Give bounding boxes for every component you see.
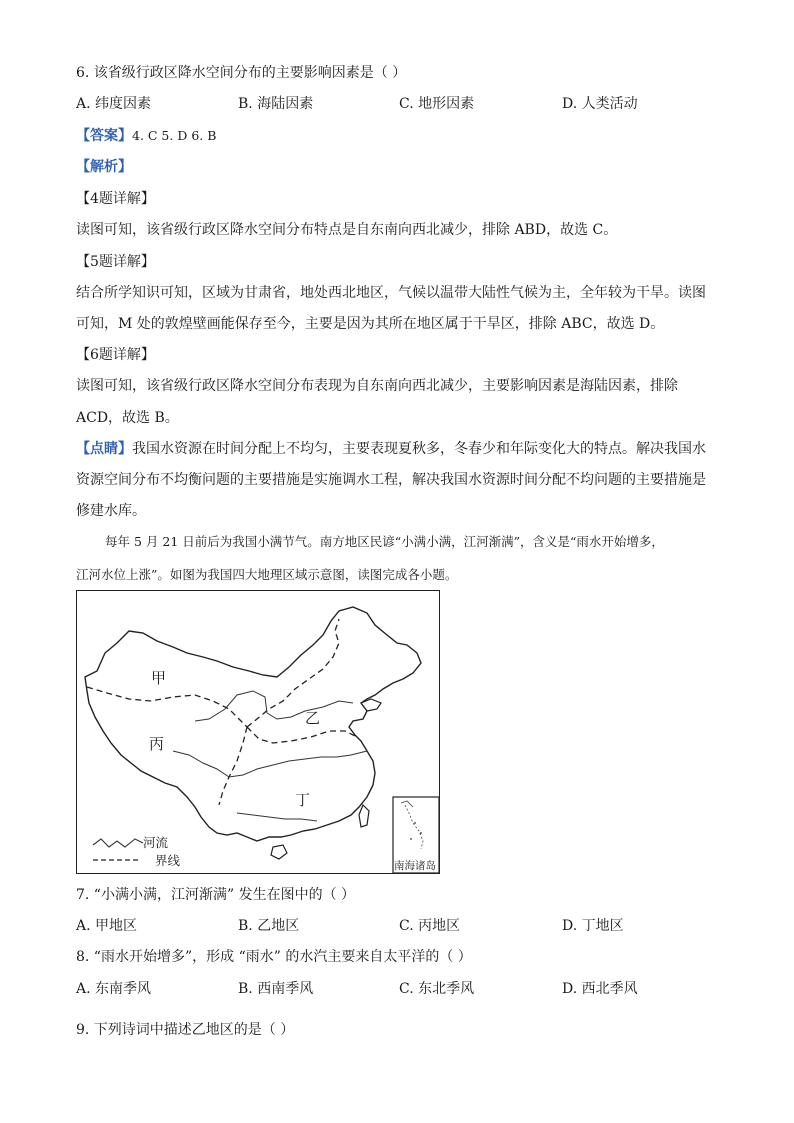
china-regions-map (76, 590, 440, 874)
boundary-north-west (87, 687, 247, 727)
q8-option-a: A. 东南季风 (76, 981, 152, 997)
china-outline (85, 607, 421, 841)
answer-text: 4. C 5. D 6. B (132, 128, 217, 143)
legend-river-symbol (93, 839, 143, 847)
hainan-island (271, 845, 287, 859)
dianjing-line-3: 修建水库。 (76, 503, 146, 519)
q7-stem: 7. “小满小满，江河渐满” 发生在图中的（ ） (76, 887, 356, 903)
detail-6-line-2: ACD，故选 B。 (76, 410, 179, 426)
q7-option-b: B. 乙地区 (238, 918, 300, 934)
legend-river-label: 河流 (143, 835, 169, 850)
detail-6-line-1: 读图可知，该省级行政区降水空间分布表现为自东南向西北减少，主要影响因素是海陆因素，排除 (76, 378, 678, 394)
answer-tag: 【答案】 (76, 128, 132, 144)
dianjing-line-2: 资源空间分布不均衡问题的主要措施是实施调水工程，解决我国水资源时间分配不均问题的主要措施是 (76, 472, 706, 488)
region-label-bing: 丙 (149, 735, 165, 753)
dianjing-text-1: 我国水资源在时间分配上不均匀，主要表现夏秋多，冬春少和年际变化大的特点。解决我国水 (132, 441, 706, 457)
detail-5-tag: 【5题详解】 (76, 254, 155, 270)
map-drawing (77, 591, 441, 875)
q7-option-d: D. 丁地区 (562, 918, 624, 934)
detail-6-tag: 【6题详解】 (76, 347, 155, 363)
detail-5-line-2: 可知，M 处的敦煌壁画能保存至今，主要是因为其所在地区属于干旱区，排除 ABC，故选 D。 (76, 316, 665, 332)
q6-option-b: B. 海陆因素 (238, 96, 314, 112)
q6-stem: 6. 该省级行政区降水空间分布的主要影响因素是（ ） (76, 65, 407, 81)
legend-boundary-label: 界线 (155, 853, 181, 868)
boundary-southwest (219, 727, 247, 805)
analysis-tag: 【解析】 (76, 159, 132, 175)
boundary-qinling (247, 727, 357, 743)
q6-option-d: D. 人类活动 (562, 96, 638, 112)
region-label-ding: 丁 (295, 791, 311, 809)
inset-label: 南海诸岛 (394, 860, 436, 872)
q8-option-c: C. 东北季风 (399, 981, 475, 997)
pearl-river (237, 813, 317, 821)
dianjing-tag: 【点睛】 (76, 441, 132, 457)
detail-5-line-1: 结合所学知识可知，区域为甘肃省，地处西北地区，气候以温带大陆性气候为主，全年较为干旱。读图 (76, 285, 706, 301)
boundary-north-east (247, 619, 339, 727)
yangtze-river (173, 751, 367, 777)
region-label-yi: 乙 (305, 709, 321, 727)
region-label-jia: 甲 (151, 669, 167, 687)
answer-line (76, 127, 216, 145)
q7-option-a: A. 甲地区 (76, 918, 138, 934)
q6-option-c: C. 地形因素 (399, 96, 475, 112)
intro-line-2: 江河水位上涨”。如图为我国四大地理区域示意图，读图完成各小题。 (76, 567, 458, 582)
intro-line-1: 每年 5 月 21 日前后为我国小满节气。南方地区民谚“小满小满，江河渐满”，含义是“雨水开始增多， (105, 534, 664, 549)
dianjing-line-1 (76, 440, 706, 458)
q8-stem: 8. “雨水开始增多”，形成 “雨水” 的水汽主要来自太平洋的（ ） (76, 949, 472, 965)
q8-option-b: B. 西南季风 (238, 981, 314, 997)
q8-option-d: D. 西北季风 (562, 981, 638, 997)
detail-4-tag: 【4题详解】 (76, 191, 155, 207)
q6-option-a: A. 纬度因素 (76, 96, 152, 112)
detail-4-line: 读图可知，该省级行政区降水空间分布特点是自东南向西北减少，排除 ABD，故选 C。 (76, 222, 618, 238)
q9-stem: 9. 下列诗词中描述乙地区的是（ ） (76, 1022, 295, 1038)
q7-option-c: C. 丙地区 (399, 918, 461, 934)
taiwan-island (359, 805, 369, 827)
